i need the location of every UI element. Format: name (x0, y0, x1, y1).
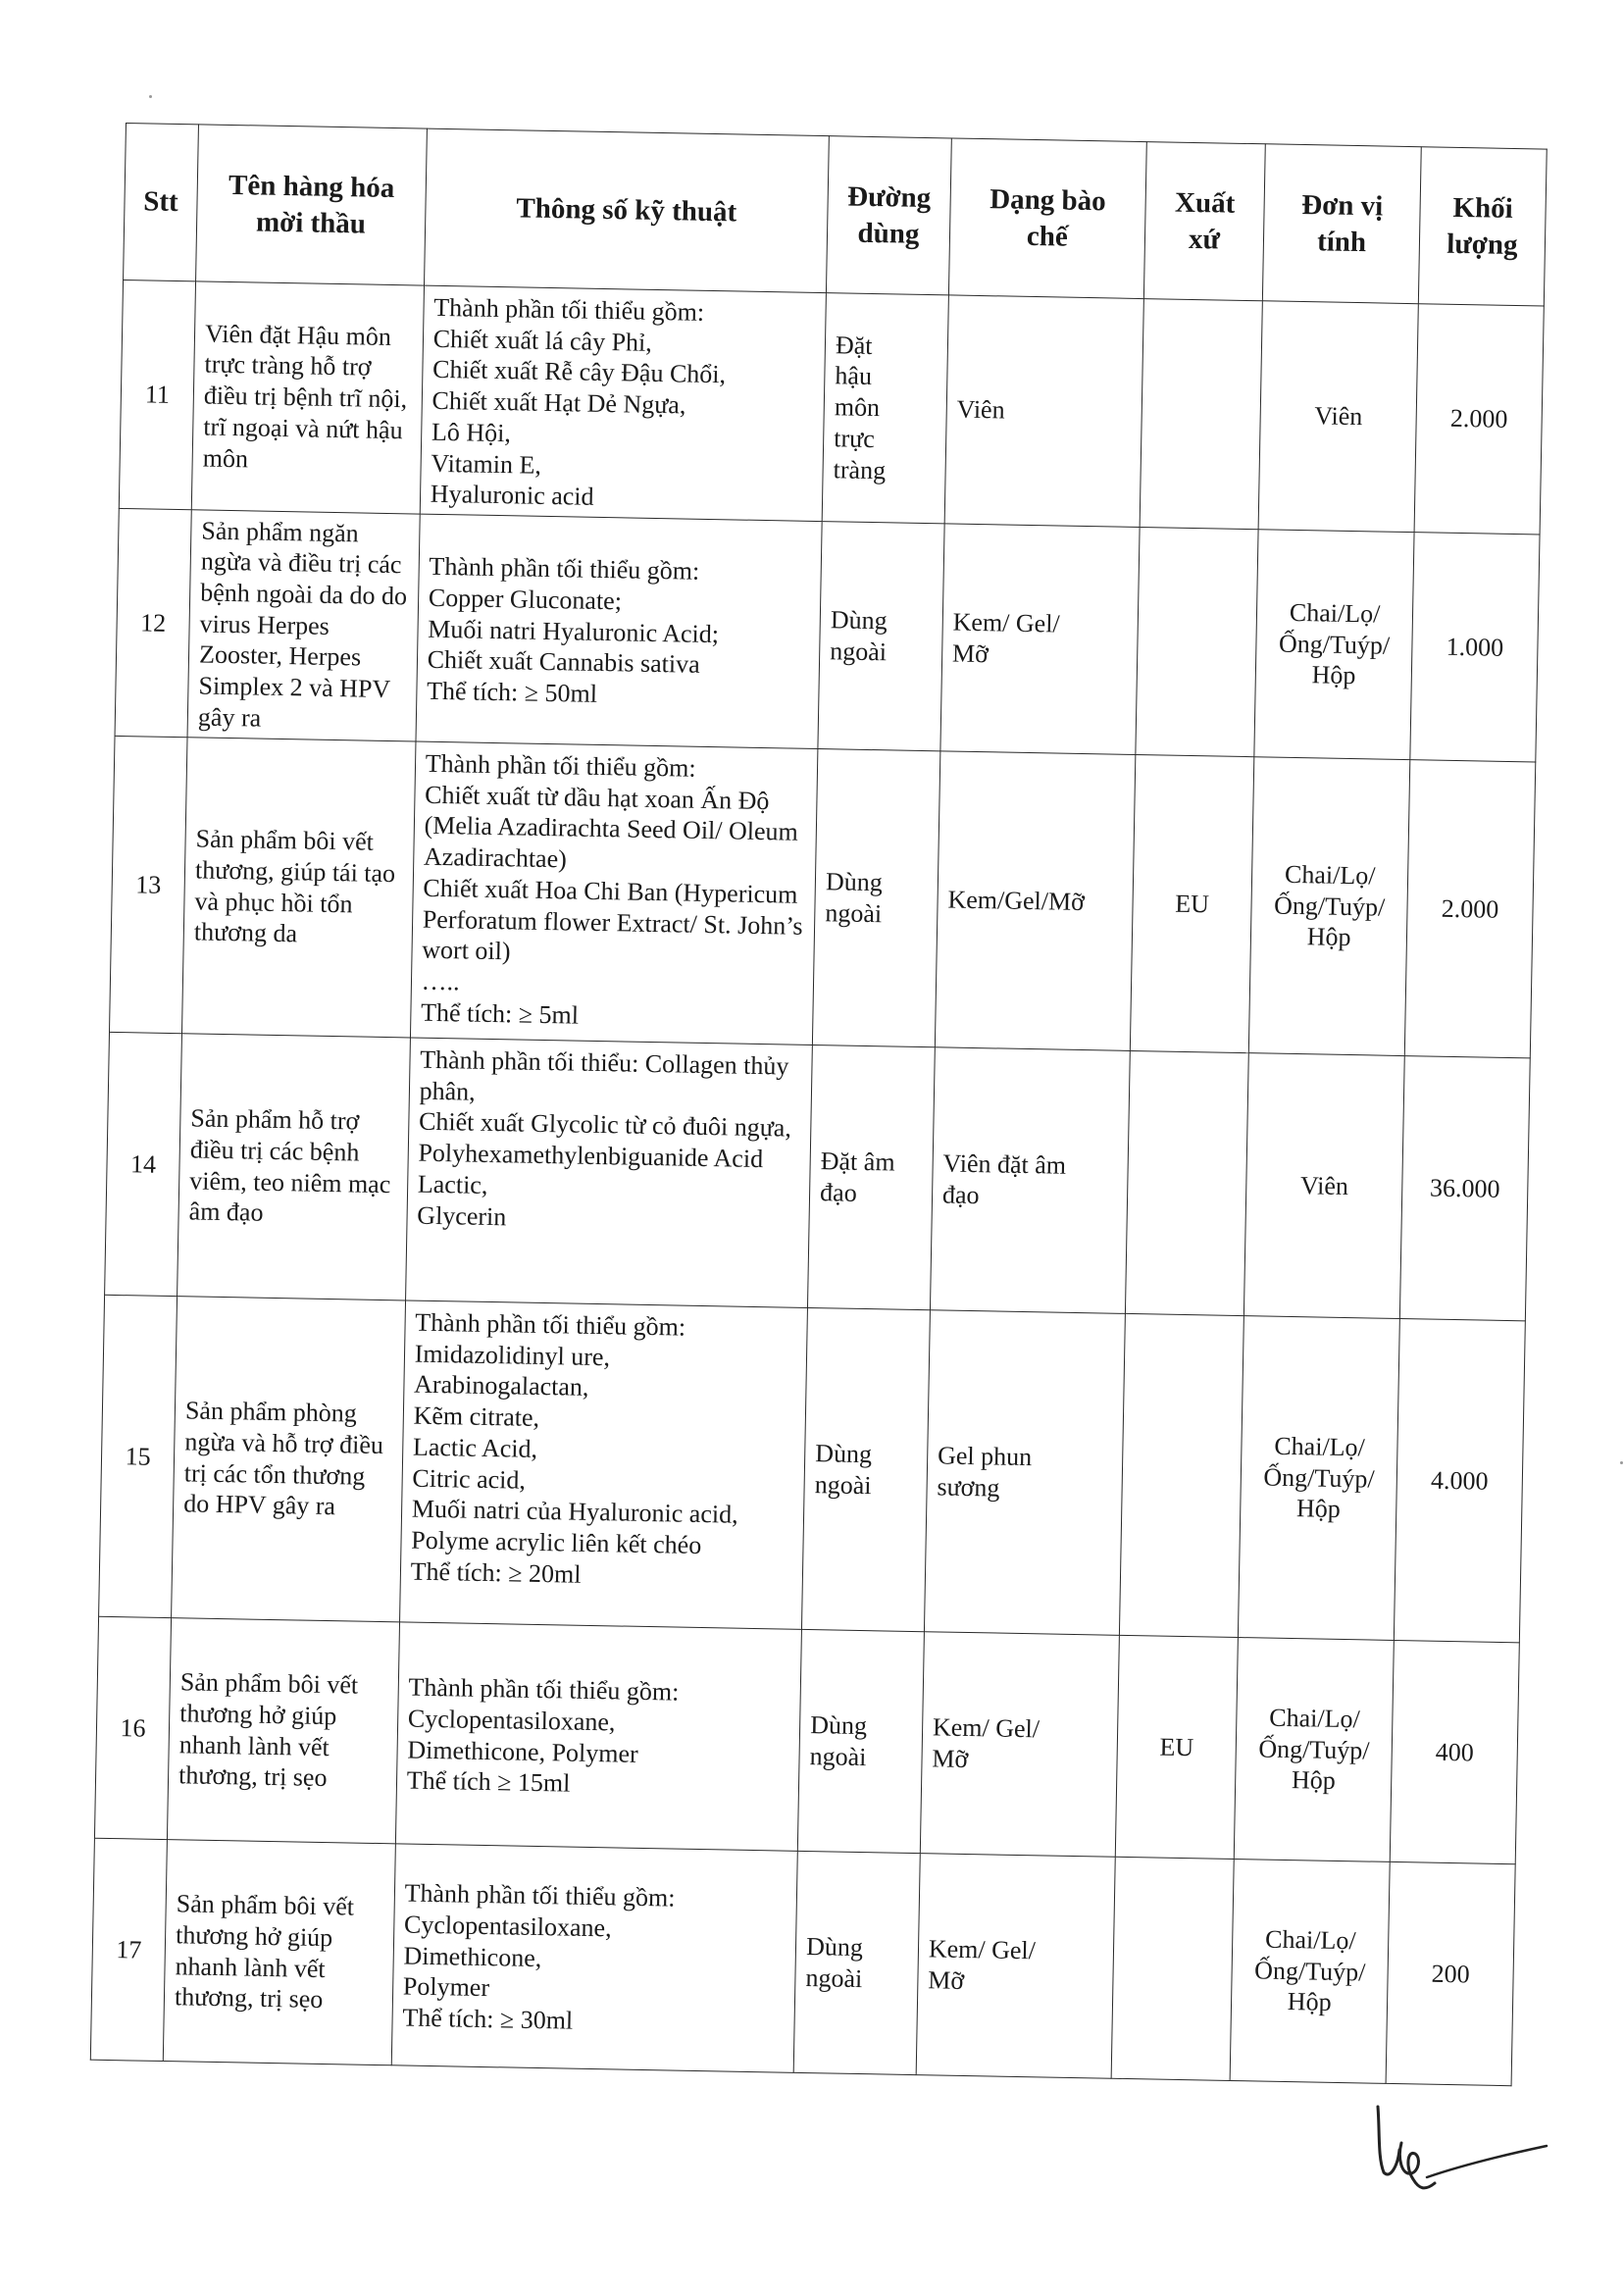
table-row (90, 1838, 1515, 2086)
row-dosage-form: Kem/Gel/Mỡ (935, 751, 1135, 1051)
row-quantity: 4.000 (1394, 1319, 1525, 1643)
row-quantity: 200 (1386, 1861, 1515, 2085)
row-dosage-form: Kem/ Gel/ Mỡ (920, 1632, 1119, 1858)
row-dosage-form: Gel phun sương (924, 1310, 1125, 1636)
table-row (110, 736, 1536, 1058)
header-technical-spec: Thông số kỹ thuật (424, 128, 829, 292)
row-route: Dùng ngoài (793, 1851, 920, 2074)
header-dosage-form: Dạng bào chế (948, 138, 1146, 299)
row-route: Dùng ngoài (802, 1307, 931, 1631)
scan-speck (149, 95, 152, 98)
header-item-name: Tên hàng hóa mời thầu (196, 125, 428, 285)
row-stt: 17 (90, 1838, 167, 2061)
scan-speck (1620, 1461, 1623, 1464)
header-stt: Stt (124, 124, 199, 281)
row-route: Đặt hậu môn trực tràng (822, 293, 948, 524)
header-unit: Đơn vị tính (1263, 144, 1422, 304)
signature-stroke (1368, 2089, 1554, 2197)
bid-items-table (90, 123, 1548, 2086)
row-item-name: Sản phẩm bôi vết thương hở giúp nhanh lành vết thương, trị sẹo (167, 1618, 399, 1844)
row-item-name: Viên đặt Hậu môn trực tràng hỗ trợ điều trị bệnh trĩ nội, trĩ ngoại và nứt hậu môn (191, 281, 424, 514)
row-route: Dùng ngoài (818, 522, 944, 751)
row-unit: Viên (1244, 1053, 1405, 1319)
row-origin (1125, 1050, 1249, 1315)
row-dosage-form: Viên (944, 295, 1143, 528)
table-row (119, 280, 1544, 535)
header-route: Đường dùng (827, 136, 952, 295)
row-unit: Chai/Lọ/ Ống/Tuýp/ Hộp (1230, 1860, 1390, 2084)
row-quantity: 2.000 (1414, 304, 1544, 535)
row-stt: 16 (94, 1616, 171, 1839)
row-origin (1140, 299, 1263, 530)
table-row (99, 1295, 1526, 1642)
row-origin (1119, 1313, 1244, 1637)
row-technical-spec: Thành phần tối thiểu gồm: Imidazolidinyl ure, Arabinogalactan, Kẽm citrate, Lactic Acid, Citric acid, Muối natri của Hyaluronic acid, Polyme acrylic liên kết chéo Thể tích: ≥ 20ml (399, 1300, 807, 1629)
row-technical-spec: Thành phần tối thiểu gồm: Cyclopentasiloxane, Dimethicone, Polymer Thể tích ≥ 15ml (395, 1622, 801, 1851)
row-dosage-form: Viên đặt âm đạo (930, 1047, 1130, 1314)
row-route: Dùng ngoài (812, 749, 939, 1047)
row-item-name: Sản phẩm bôi vết thương, giúp tái tạo và phục hồi tổn thương da (182, 738, 416, 1038)
table-row (115, 508, 1540, 762)
table-header-row (124, 124, 1548, 307)
row-unit: Chai/Lọ/ Ống/Tuýp/ Hộp (1254, 530, 1414, 760)
row-origin (1136, 528, 1259, 757)
row-unit: Viên (1258, 301, 1418, 533)
row-dosage-form: Kem/ Gel/ Mỡ (940, 524, 1140, 755)
row-stt: 14 (105, 1032, 182, 1296)
header-quantity: Khối lượng (1418, 147, 1547, 306)
row-technical-spec: Thành phần tối thiểu gồm: Chiết xuất lá cây Phỉ, Chiết xuất Rễ cây Đậu Chổi, Chiết xuất Hạt Dẻ Ngựa, Lô Hội, Vitamin E, Hyaluronic acid (420, 285, 827, 522)
row-route: Dùng ngoài (797, 1629, 924, 1853)
row-item-name: Sản phẩm ngăn ngừa và điều trị các bệnh ngoài da do do virus Herpes Zooster, Herpes Simplex 2 và HPV gây ra (187, 510, 420, 741)
row-unit: Chai/Lọ/ Ống/Tuýp/ Hộp (1239, 1316, 1400, 1641)
row-dosage-form: Kem/ Gel/ Mỡ (916, 1854, 1115, 2079)
document-sheet (90, 123, 1548, 2086)
row-origin: EU (1130, 755, 1254, 1053)
row-technical-spec: Thành phần tối thiểu: Collagen thủy phân, Chiết xuất Glycolic từ cỏ đuôi ngựa, Polyhexamethylenbiguanide Acid Lactic, Glycerin (405, 1038, 812, 1307)
row-item-name: Sản phẩm hỗ trợ điều trị các bệnh viêm, teo niêm mạc âm đạo (178, 1034, 411, 1300)
row-technical-spec: Thành phần tối thiểu gồm: Cyclopentasiloxane, Dimethicone, Polymer Thể tích: ≥ 30ml (391, 1844, 797, 2072)
header-origin: Xuất xứ (1143, 142, 1266, 301)
row-stt: 15 (99, 1295, 178, 1617)
table-row (94, 1616, 1519, 1864)
row-stt: 13 (110, 736, 188, 1033)
row-quantity: 400 (1390, 1640, 1519, 1863)
row-technical-spec: Thành phần tối thiểu gồm: Copper Gluconate; Muối natri Hyaluronic Acid; Chiết xuất Cannabis sativa Thể tích: ≥ 50ml (416, 514, 823, 748)
row-unit: Chai/Lọ/ Ống/Tuýp/ Hộp (1235, 1638, 1395, 1862)
row-route: Đặt âm đạo (808, 1045, 936, 1310)
row-unit: Chai/Lọ/ Ống/Tuýp/ Hộp (1249, 757, 1410, 1056)
row-stt: 12 (115, 508, 191, 737)
row-quantity: 36.000 (1399, 1056, 1530, 1321)
handwritten-signature-icon (1368, 2089, 1554, 2197)
row-technical-spec: Thành phần tối thiểu gồm: Chiết xuất từ dầu hạt xoan Ấn Độ (Melia Azadirachta Seed Oil/ Oleum Azadirachtae) Chiết xuất Hoa Chi Ban (Hypericum Perforatum flower Extract/ St. John’s wort oil) ….. Thể tích: ≥ 5ml (410, 741, 818, 1045)
row-item-name: Sản phẩm bôi vết thương hở giúp nhanh lành vết thương, trị sẹo (163, 1840, 395, 2065)
row-quantity: 1.000 (1410, 533, 1540, 762)
row-item-name: Sản phẩm phòng ngừa và hỗ trợ điều trị các tổn thương do HPV gây ra (172, 1297, 406, 1622)
table-row (105, 1032, 1531, 1321)
row-origin (1111, 1857, 1235, 2080)
row-stt: 11 (119, 280, 195, 509)
row-origin: EU (1115, 1635, 1239, 1859)
row-quantity: 2.000 (1404, 760, 1536, 1058)
